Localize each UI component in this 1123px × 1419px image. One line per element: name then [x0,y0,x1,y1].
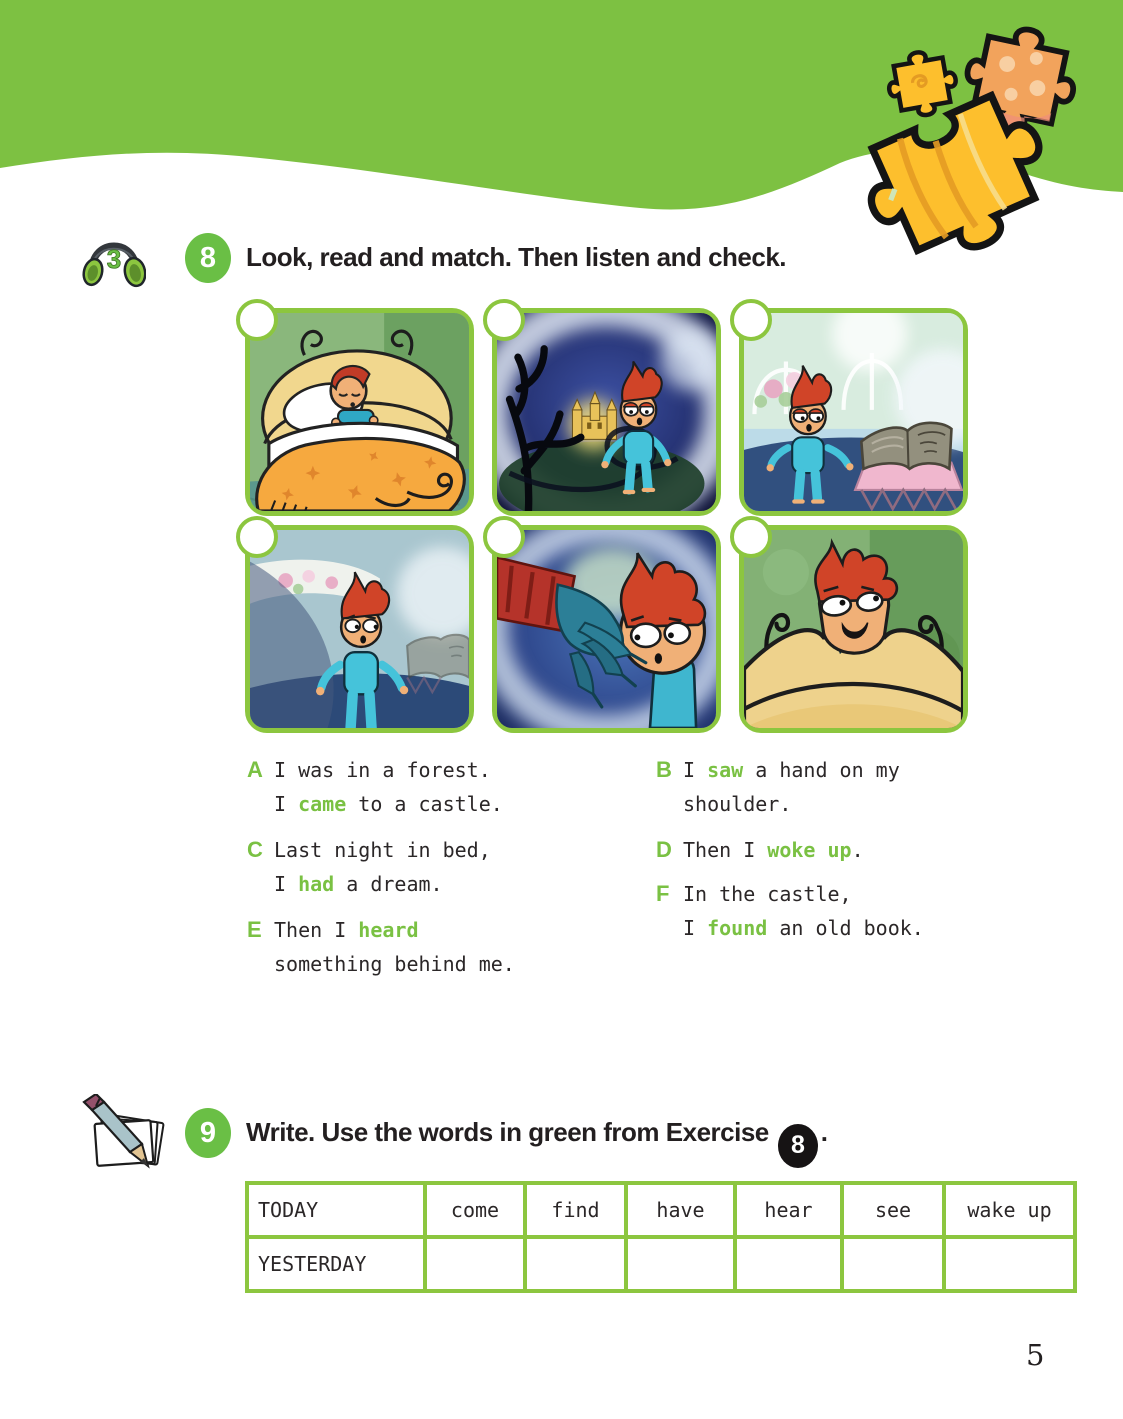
answer-cell-came[interactable] [425,1237,525,1291]
exercise-8-number [185,233,231,283]
exercise-9-number [185,1108,231,1158]
table-row-today [247,1183,1075,1237]
castle-shadow-scene [250,530,469,728]
boy-asleep-scene [250,313,469,511]
castle-book-scene [744,313,963,511]
pencil-notepad-icon [78,1094,172,1180]
row-header-yesterday: YESTERDAY [247,1237,425,1291]
verb-see: see [842,1183,944,1237]
item-D-letter: D [656,837,672,862]
small-puzzle-piece [884,47,961,121]
match-item-D [656,833,864,867]
waking-up-scene [744,530,963,728]
match-item-F [656,877,924,945]
forest-dream-scene [497,313,716,511]
item-A-text: I was in a forest. I came to a castle. [274,758,503,816]
puzzle-pieces-decoration [852,22,1108,257]
item-E-letter: E [247,917,262,942]
answer-circle-6[interactable] [730,516,772,558]
green-word-came: came [298,792,347,816]
exercise-9-title: Write. Use the words in green from Exercise 8 . [246,1117,827,1168]
item-C-letter: C [247,837,263,862]
panel-3-illustration-old-book [744,313,963,511]
picture-panel-6 [739,525,968,733]
verb-have: have [626,1183,735,1237]
item-D-text: Then I woke up. [683,838,864,862]
answer-circle-2[interactable] [483,299,525,341]
item-F-text: In the castle, I found an old book. [683,882,924,940]
item-B-letter: B [656,757,672,782]
verb-wake-up: wake up [944,1183,1075,1237]
answer-cell-saw[interactable] [842,1237,944,1291]
panel-5-illustration-hand-on-shoulder [497,530,716,728]
verb-find: find [525,1183,626,1237]
panel-1-illustration-boy-asleep [250,313,469,511]
green-word-saw: saw [707,758,744,782]
headphones-icon [80,228,146,290]
match-item-B [656,753,900,821]
answer-cell-found[interactable] [525,1237,626,1291]
match-item-E [247,913,515,981]
answer-circle-4[interactable] [236,516,278,558]
audio-track-number: 3 [106,244,122,274]
exercise-9-number-label: 9 [199,1116,217,1149]
exercise-8-number-label: 8 [199,241,217,274]
item-E-text: Then I heard something behind me. [274,918,515,976]
answer-cell-heard[interactable] [735,1237,842,1291]
answer-circle-1[interactable] [236,299,278,341]
picture-panel-4 [245,525,474,733]
item-F-letter: F [656,881,670,906]
green-word-woke-up: woke up [767,838,852,862]
exercise-8-ref-badge: 8 [778,1124,818,1168]
verb-come: come [425,1183,525,1237]
answer-cell-woke-up[interactable] [944,1237,1075,1291]
panel-6-illustration-waking-up [744,530,963,728]
item-C-text: Last night in bed, I had a dream. [274,838,491,896]
match-item-C [247,833,491,901]
panel-4-illustration-looking-behind [250,530,469,728]
match-item-A [247,753,503,821]
green-word-had: had [298,872,335,896]
monster-hand-scene [497,530,716,728]
picture-panel-1 [245,308,474,516]
row-header-today: TODAY [247,1183,425,1237]
green-word-heard: heard [358,918,419,942]
page-number: 5 [1026,1338,1045,1372]
item-B-text: I saw a hand on my shoulder. [683,758,900,816]
panel-2-illustration-forest [497,313,716,511]
item-A-letter: A [247,757,263,782]
table-row-yesterday [247,1237,1075,1291]
verbs-table [245,1181,1077,1293]
picture-panel-5 [492,525,721,733]
exercise-8-title: Look, read and match. Then listen and check. [246,242,787,272]
answer-cell-had[interactable] [626,1237,735,1291]
picture-panel-2 [492,308,721,516]
answer-circle-5[interactable] [483,516,525,558]
verb-hear: hear [735,1183,842,1237]
answer-circle-3[interactable] [730,299,772,341]
green-word-found: found [707,916,768,940]
picture-panel-3 [739,308,968,516]
